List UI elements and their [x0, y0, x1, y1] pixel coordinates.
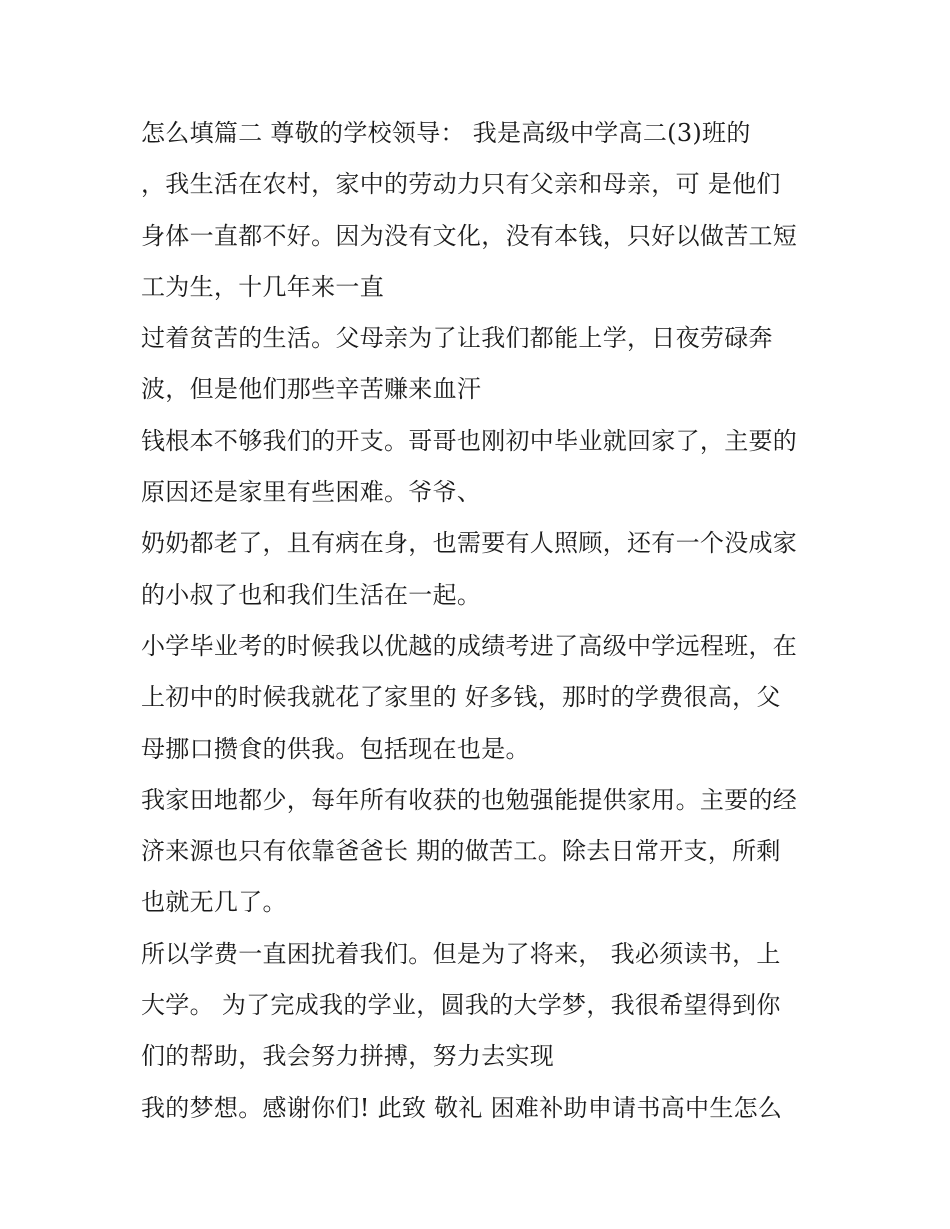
- text-line-16: 也就无几了。: [141, 888, 287, 917]
- text-line-13: 母挪口攒食的供我。包括现在也是。: [141, 734, 530, 763]
- text-line-7: 钱根本不够我们的开支。哥哥也刚初中毕业就回家了，主要的: [141, 426, 798, 455]
- text-line-20: 我的梦想。感谢你们! 此致 敬礼 困难补助申请书高中生怎么: [141, 1093, 783, 1122]
- text-line-2: ，我生活在农村，家中的劳动力只有父亲和母亲，可 是他们: [141, 170, 781, 199]
- text-line-17: 所以学费一直困扰着我们。但是为了将来， 我必须读书，上: [141, 939, 781, 968]
- text-line-8: 原因还是家里有些困难。爷爷、: [141, 478, 482, 507]
- text-line-11: 小学毕业考的时候我以优越的成绩考进了高级中学远程班，在: [141, 631, 798, 660]
- text-line-10: 的小叔了也和我们生活在一起。: [141, 580, 482, 609]
- text-line-12: 上初中的时候我就花了家里的 好多钱，那时的学费很高，父: [141, 683, 781, 712]
- text-line-1: 怎么填篇二 尊敬的学校领导： 我是高级中学高二(3)班的: [141, 119, 751, 147]
- text-line-9: 奶奶都老了，且有病在身，也需要有人照顾，还有一个没成家: [141, 529, 798, 558]
- text-line-5: 过着贫苦的生活。父母亲为了让我们都能上学，日夜劳碌奔: [141, 324, 773, 353]
- text-line-15: 济来源也只有依靠爸爸长 期的做苦工。除去日常开支，所剩: [141, 837, 781, 866]
- text-line-4: 工为生，十几年来一直: [141, 272, 384, 301]
- text-line-18: 大学。 为了完成我的学业，圆我的大学梦，我很希望得到你: [141, 991, 781, 1020]
- document-body: [141, 108, 821, 1134]
- text-line-19: 们的帮助，我会努力拼搏，努力去实现: [141, 1042, 555, 1071]
- text-line-14: 我家田地都少，每年所有收获的也勉强能提供家用。主要的经: [141, 785, 798, 814]
- text-line-6: 波，但是他们那些辛苦赚来血汗: [141, 375, 482, 404]
- text-line-3: 身体一直都不好。因为没有文化，没有本钱，只好以做苦工短: [141, 221, 798, 250]
